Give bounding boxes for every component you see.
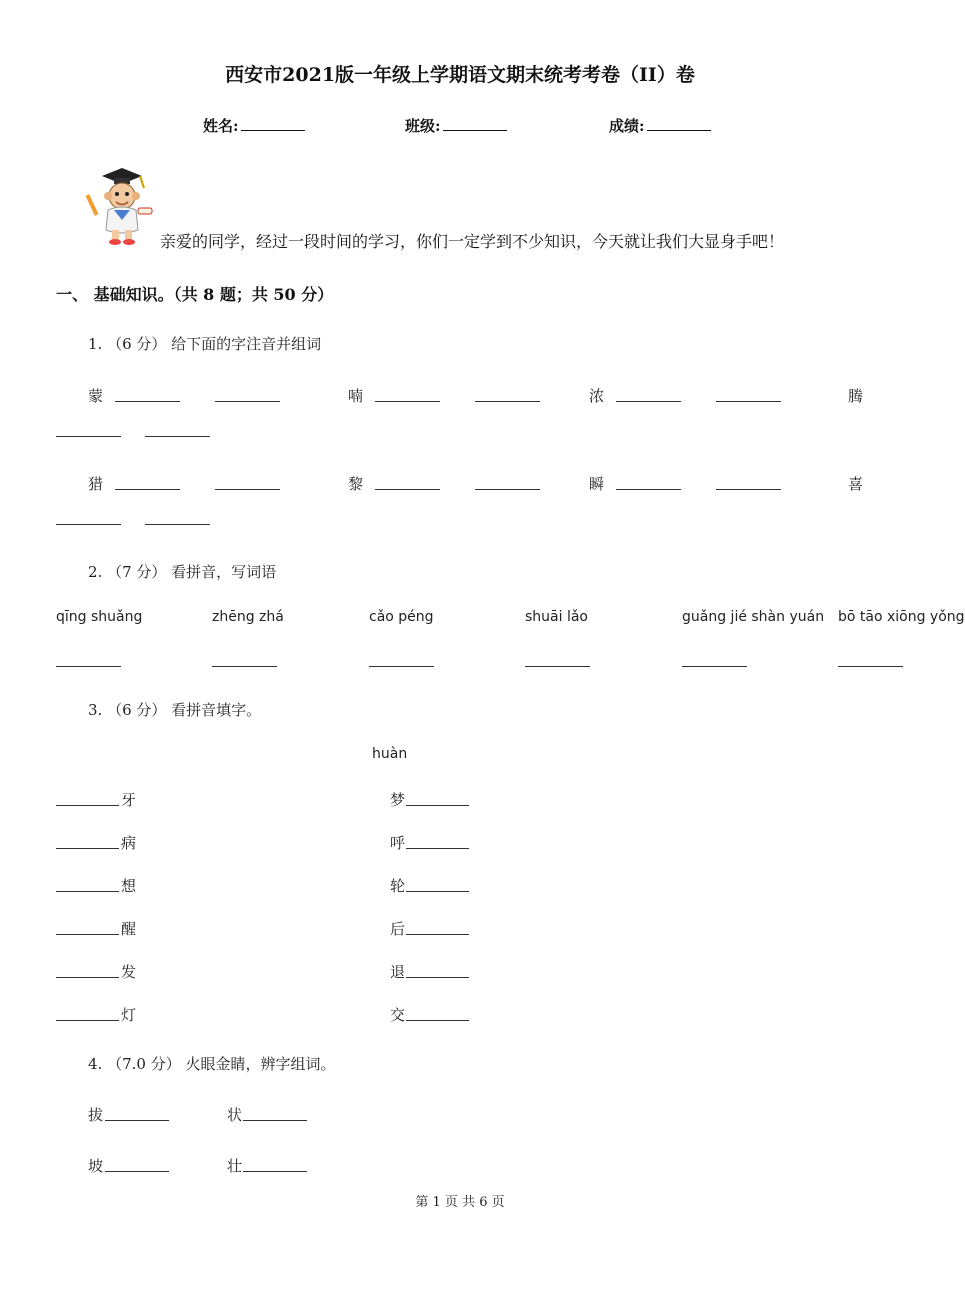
name-blank[interactable] — [241, 116, 305, 131]
q1-blank[interactable] — [375, 401, 440, 402]
q2-blank[interactable] — [56, 666, 121, 667]
q3-blank[interactable] — [406, 891, 469, 892]
score-blank[interactable] — [647, 116, 711, 131]
q3-right-char: 后 — [390, 920, 406, 938]
class-label: 班级: — [405, 117, 441, 135]
q2-blank[interactable] — [682, 666, 747, 667]
q3-blank[interactable] — [406, 805, 469, 806]
q3-left-char: 想 — [121, 877, 137, 895]
q3-blank[interactable] — [56, 977, 119, 978]
q1-blank[interactable] — [145, 436, 210, 437]
q3-left-char: 病 — [121, 834, 137, 852]
name-field — [203, 115, 305, 136]
q3-left-char: 牙 — [121, 791, 137, 809]
q1-blank[interactable] — [616, 489, 681, 490]
question-4-title: 4. （7.0 分） 火眼金睛，辨字组词。 — [88, 1055, 336, 1073]
q1-char: 猎 — [88, 475, 104, 493]
q4-char: 状 — [227, 1106, 243, 1124]
q1-blank[interactable] — [475, 489, 540, 490]
q2-pinyin: cǎo péng — [369, 609, 434, 625]
page-footer: 第 1 页 共 6 页 — [415, 1195, 505, 1210]
q3-blank[interactable] — [406, 977, 469, 978]
q1-blank[interactable] — [215, 401, 280, 402]
q4-blank[interactable] — [105, 1171, 169, 1172]
q4-blank[interactable] — [243, 1171, 307, 1172]
q4-blank[interactable] — [105, 1120, 169, 1121]
q1-char: 腾 — [848, 387, 864, 405]
q3-left-char: 灯 — [121, 1006, 137, 1024]
q3-left-char: 醒 — [121, 920, 137, 938]
q2-blank[interactable] — [525, 666, 590, 667]
q3-right-char: 轮 — [390, 877, 406, 895]
q1-char: 瞬 — [589, 475, 605, 493]
q1-char: 浓 — [589, 387, 605, 405]
class-blank[interactable] — [443, 116, 507, 131]
q1-char: 黎 — [348, 475, 364, 493]
q1-blank[interactable] — [375, 489, 440, 490]
q1-blank[interactable] — [215, 489, 280, 490]
greeting-text: 亲爱的同学，经过一段时间的学习，你们一定学到不少知识，今天就让我们大显身手吧！ — [160, 232, 785, 251]
name-label: 姓名: — [203, 117, 239, 135]
q3-blank[interactable] — [406, 848, 469, 849]
q2-pinyin: guǎng jié shàn yuán — [682, 609, 825, 625]
q3-blank[interactable] — [56, 848, 119, 849]
q1-char: 喜 — [848, 475, 864, 493]
question-1-title: 1. （6 分） 给下面的字注音并组词 — [88, 335, 322, 353]
q4-char: 拔 — [88, 1106, 104, 1124]
q2-blank[interactable] — [369, 666, 434, 667]
q1-blank[interactable] — [115, 489, 180, 490]
class-field — [405, 115, 507, 136]
score-label: 成绩: — [609, 117, 645, 135]
q1-blank[interactable] — [115, 401, 180, 402]
q4-blank[interactable] — [243, 1120, 307, 1121]
q1-blank[interactable] — [616, 401, 681, 402]
q3-left-char: 发 — [121, 963, 137, 981]
q3-blank[interactable] — [56, 891, 119, 892]
q2-pinyin: shuāi lǎo — [525, 609, 588, 625]
q1-blank[interactable] — [56, 436, 121, 437]
q4-char: 坡 — [88, 1157, 104, 1175]
q2-pinyin: zhēng zhá — [212, 609, 284, 625]
q4-char: 壮 — [227, 1157, 243, 1175]
q3-blank[interactable] — [406, 1020, 469, 1021]
q2-pinyin: qīng shuǎng — [56, 609, 143, 625]
q1-blank[interactable] — [56, 524, 121, 525]
question-2-title: 2. （7 分） 看拼音，写词语 — [88, 563, 277, 581]
q3-blank[interactable] — [56, 934, 119, 935]
q3-pinyin-heading: huàn — [372, 746, 408, 762]
q2-blank[interactable] — [838, 666, 903, 667]
q2-pinyin: bō tāo xiōng yǒng — [838, 609, 965, 625]
q1-char: 蒙 — [88, 387, 104, 405]
q3-blank[interactable] — [56, 1020, 119, 1021]
q3-blank[interactable] — [406, 934, 469, 935]
section-heading: 一、 基础知识。（共 8 题；共 50 分） — [56, 285, 334, 304]
question-3-title: 3. （6 分） 看拼音填字。 — [88, 701, 262, 719]
q3-right-char: 交 — [390, 1006, 406, 1024]
q3-right-char: 梦 — [390, 791, 406, 809]
q1-char: 喃 — [348, 387, 364, 405]
q1-blank[interactable] — [716, 489, 781, 490]
q1-blank[interactable] — [145, 524, 210, 525]
score-field — [609, 115, 711, 136]
page-title: 西安市2021版一年级上学期语文期末统考考卷（II）卷 — [225, 64, 695, 86]
q1-blank[interactable] — [475, 401, 540, 402]
q3-blank[interactable] — [56, 805, 119, 806]
q3-right-char: 退 — [390, 963, 406, 981]
q2-blank[interactable] — [212, 666, 277, 667]
student-mascot-image — [84, 164, 156, 246]
q1-blank[interactable] — [716, 401, 781, 402]
q3-right-char: 呼 — [390, 834, 406, 852]
